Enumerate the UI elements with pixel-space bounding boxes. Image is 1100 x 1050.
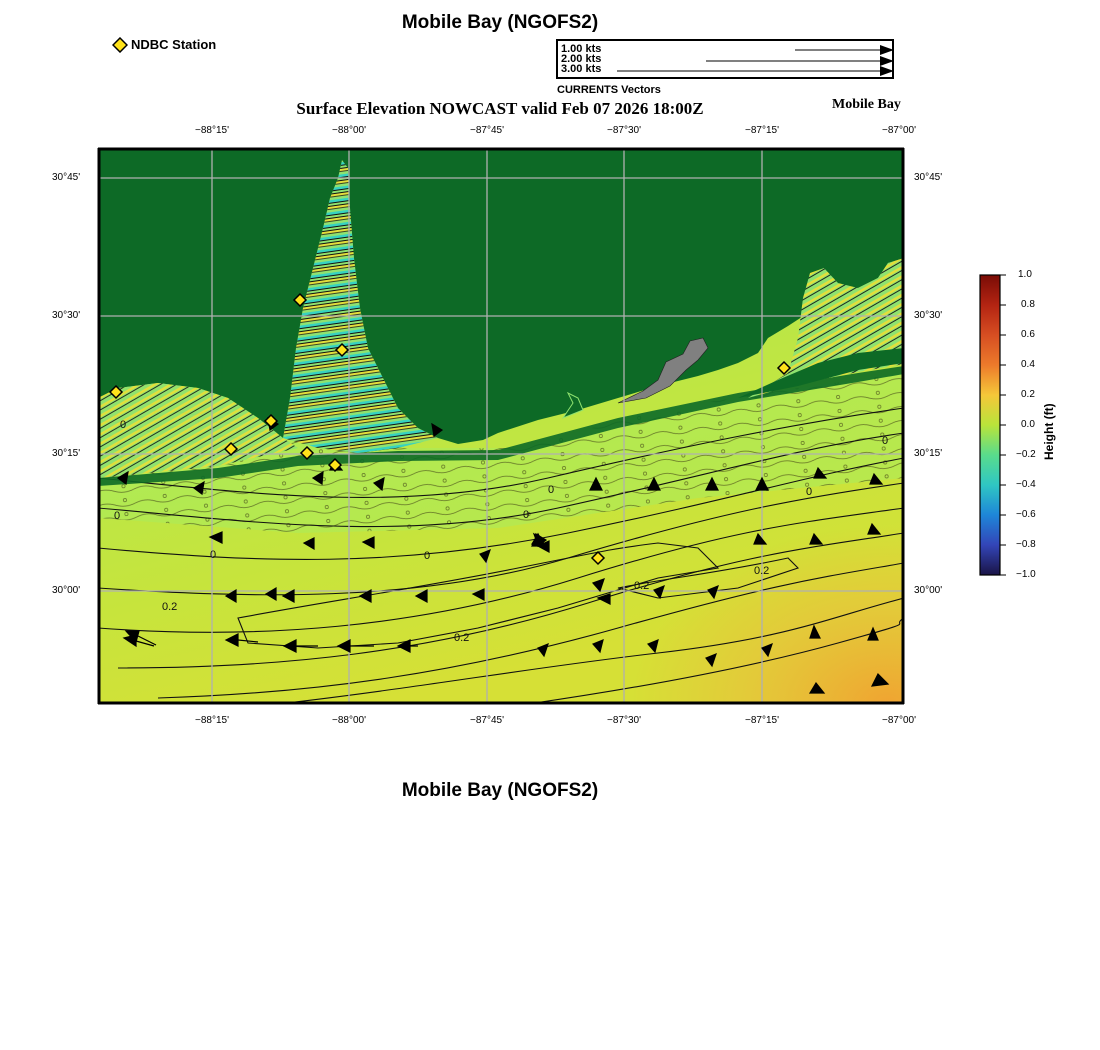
lon-tick-bottom-4: −87°30': [607, 715, 641, 726]
vector-legend-box: [556, 39, 894, 79]
vector-legend-arrow-3: [617, 66, 894, 76]
vector-legend-row-1: 1.00 kts: [561, 43, 602, 55]
contour-label: 0.2: [634, 580, 650, 592]
lon-tick-top-6: −87°00': [882, 125, 916, 136]
contour-label: 0: [114, 510, 121, 522]
colorbar-tick: −0.2: [1016, 449, 1036, 460]
colorbar-scale: [980, 275, 1000, 575]
footer-title: Mobile Bay (NGOFS2): [401, 780, 599, 801]
lon-tick-top-1: −88°15': [195, 125, 229, 136]
lon-tick-bottom-1: −88°15': [195, 715, 229, 726]
lat-tick-left-2: 30°30': [52, 310, 81, 321]
colorbar-tick: −0.4: [1016, 479, 1036, 490]
lat-tick-left-1: 30°45': [52, 172, 81, 183]
station-diamond-icon: [112, 37, 128, 53]
colorbar-tick: 0.8: [1021, 299, 1035, 310]
lat-tick-right-2: 30°30': [914, 310, 943, 321]
contour-label: 0.2: [162, 601, 178, 613]
colorbar-tick: 1.0: [1018, 269, 1032, 280]
colorbar-tick: 0.0: [1021, 419, 1035, 430]
lon-tick-top-5: −87°15': [745, 125, 779, 136]
vector-legend-arrow-2: [706, 56, 894, 66]
lon-tick-top-4: −87°30': [607, 125, 641, 136]
contour-label: 0: [210, 549, 217, 561]
lat-tick-right-4: 30°00': [914, 585, 943, 596]
colorbar-label: Height (ft): [1042, 403, 1056, 460]
colorbar-tick: 0.6: [1021, 329, 1035, 340]
lat-tick-right-3: 30°15': [914, 448, 943, 459]
vector-legend-caption: CURRENTS Vectors: [557, 84, 661, 96]
colorbar-tick: 0.2: [1021, 389, 1035, 400]
vector-legend-arrow-1: [795, 45, 894, 55]
map-frame-ticks: [93, 143, 909, 709]
lon-tick-bottom-3: −87°45': [470, 715, 504, 726]
vector-legend-row-2: 2.00 kts: [561, 53, 602, 65]
lon-tick-top-3: −87°45': [470, 125, 504, 136]
map-title: Surface Elevation NOWCAST valid Feb 07 2026 18:00Z: [296, 99, 704, 118]
contour-label: 0.2: [754, 565, 770, 577]
colorbar: [978, 269, 1088, 588]
lat-tick-left-4: 30°00': [52, 585, 81, 596]
lat-tick-right-1: 30°45': [914, 172, 943, 183]
lon-tick-bottom-5: −87°15': [745, 715, 779, 726]
vector-legend-row-3: 3.00 kts: [561, 63, 602, 75]
region-label: Mobile Bay: [832, 97, 901, 112]
lat-tick-left-3: 30°15': [52, 448, 81, 459]
lon-tick-bottom-2: −88°00': [332, 715, 366, 726]
colorbar-tick: 0.4: [1021, 359, 1035, 370]
colorbar-tick: −1.0: [1016, 569, 1036, 580]
colorbar-tick: −0.6: [1016, 509, 1036, 520]
contour-label: 0.2: [454, 632, 470, 644]
contour-label: 0: [806, 486, 813, 498]
station-legend-label: NDBC Station: [131, 37, 217, 52]
contour-label: 0: [523, 509, 530, 521]
vector-legend-arrows: [558, 41, 894, 79]
lon-tick-top-2: −88°00': [332, 125, 366, 136]
contour-label: 0: [548, 484, 555, 496]
lon-tick-bottom-6: −87°00': [882, 715, 916, 726]
contour-label: 0: [882, 435, 889, 447]
contour-label: 0: [424, 550, 431, 562]
plot-title: Mobile Bay (NGOFS2): [401, 12, 599, 33]
colorbar-tick: −0.8: [1016, 539, 1036, 550]
contour-label: 0: [120, 419, 127, 431]
